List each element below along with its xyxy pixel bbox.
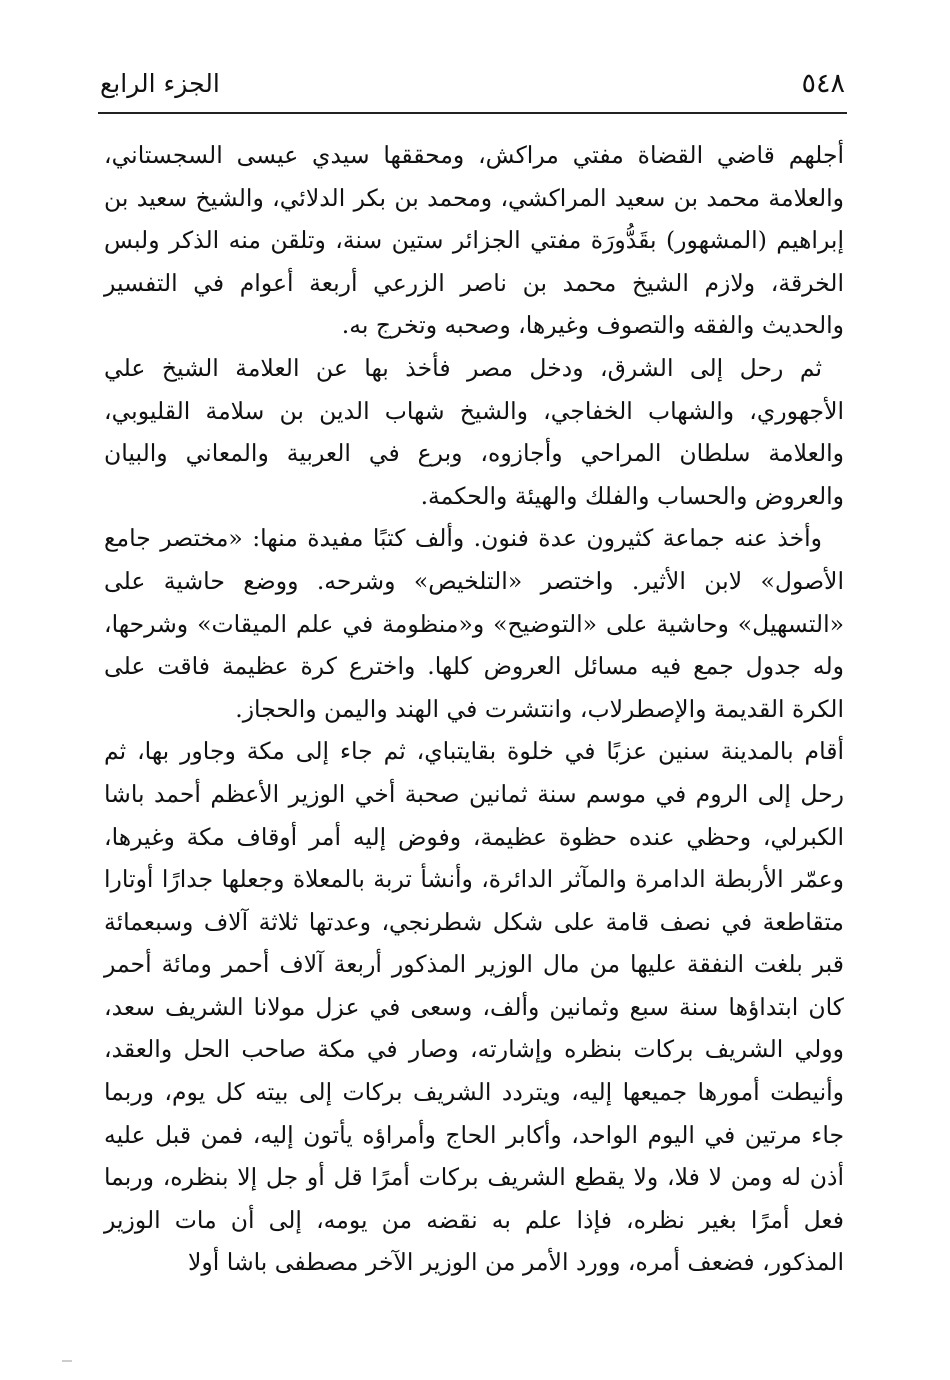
scan-edge-mark <box>62 1360 72 1362</box>
page-number: ٥٤٨ <box>801 68 845 99</box>
part-title: الجزء الرابع <box>100 69 220 98</box>
paragraph: ثم رحل إلى الشرق، ودخل مصر فأخذ بها عن العلامة الشيخ علي الأجهوري، والشهاب الخفاجي، والشيخ شهاب الدين بن سلامة القليوبي، والعلامة سلطان المراحي وأجازوه، وبرع في العربية والمعاني والبيان والعروض والحساب والفلك والهيئة والحكمة. <box>104 353 844 510</box>
body-text <box>104 134 844 1284</box>
paragraph: وأخذ عنه جماعة كثيرون عدة فنون. وألف كتبًا مفيدة منها: «مختصر جامع الأصول» لابن الأثير. واختصر «التلخيص» وشرحه. ووضع حاشية على «التسهيل» وحاشية على «التوضيح» و«منظومة في علم الميقات» وشرحها، وله جدول جمع فيه مسائل العروض كلها. واخترع كرة عظيمة فاقت على الكرة القديمة والإصطرلاب، وانتشرت في الهند واليمن والحجاز. <box>104 524 844 723</box>
header-divider <box>98 112 847 114</box>
running-header <box>100 62 845 106</box>
paragraph: أقام بالمدينة سنين عزبًا في خلوة بقايتباي، ثم جاء إلى مكة وجاور بها، ثم رحل إلى الروم في موسم سنة ثمانين صحبة أخي الوزير الأعظم أحمد باشا الكبرلي، وحظي عنده حظوة عظيمة، وفوض إليه أمر أوقاف مكة وغيرها، وعمّر الأربطة الدامرة والمآثر الدائرة، وأنشأ تربة بالمعلاة وجعلها جدارًا أوتارا متقاطعة في نصف قامة على شكل شطرنجي، وعدتها ثلاثة آلاف وسبعمائة قبر بلغت النفقة عليها من مال الوزير المذكور أربعة آلاف أحمر ومائة أحمر كان ابتداؤها سنة سبع وثمانين وألف، وسعى في عزل مولانا الشريف سعد، وولي الشريف بركات بنظره وإشارته، وصار في مكة صاحب الحل والعقد، وأنيطت أمورها جميعها إليه، ويتردد الشريف بركات إلى بيته كل يوم، وربما جاء مرتين في اليوم الواحد، وأكابر الحاج وأمراؤه يأتون إليه، فمن قبل عليه أذن له ومن لا فلا، ولا يقطع الشريف بركات أمرًا قل أو جل إلا بنظره، وربما فعل أمرًا بغير نظره، فإذا علم به نقضه من يومه، إلى أن مات الوزير المذكور، فضعف أمره، وورد الأمر من الوزير الآخر مصطفى باشا أولا <box>104 737 844 1277</box>
paragraph: أجلهم قاضي القضاة مفتي مراكش، ومحققها سيدي عيسى السجستاني، والعلامة محمد بن سعيد المراكشي، ومحمد بن بكر الدلائي، والشيخ سعيد بن إبراهيم (المشهور) بقَدُّورَة مفتي الجزائر ستين سنة، وتلقن منه الذكر ولبس الخرقة، ولازم الشيخ محمد بن ناصر الزرعي أربعة أعوام في التفسير والحديث والفقه والتصوف وغيرها، وصحبه وتخرج به. <box>104 141 844 340</box>
